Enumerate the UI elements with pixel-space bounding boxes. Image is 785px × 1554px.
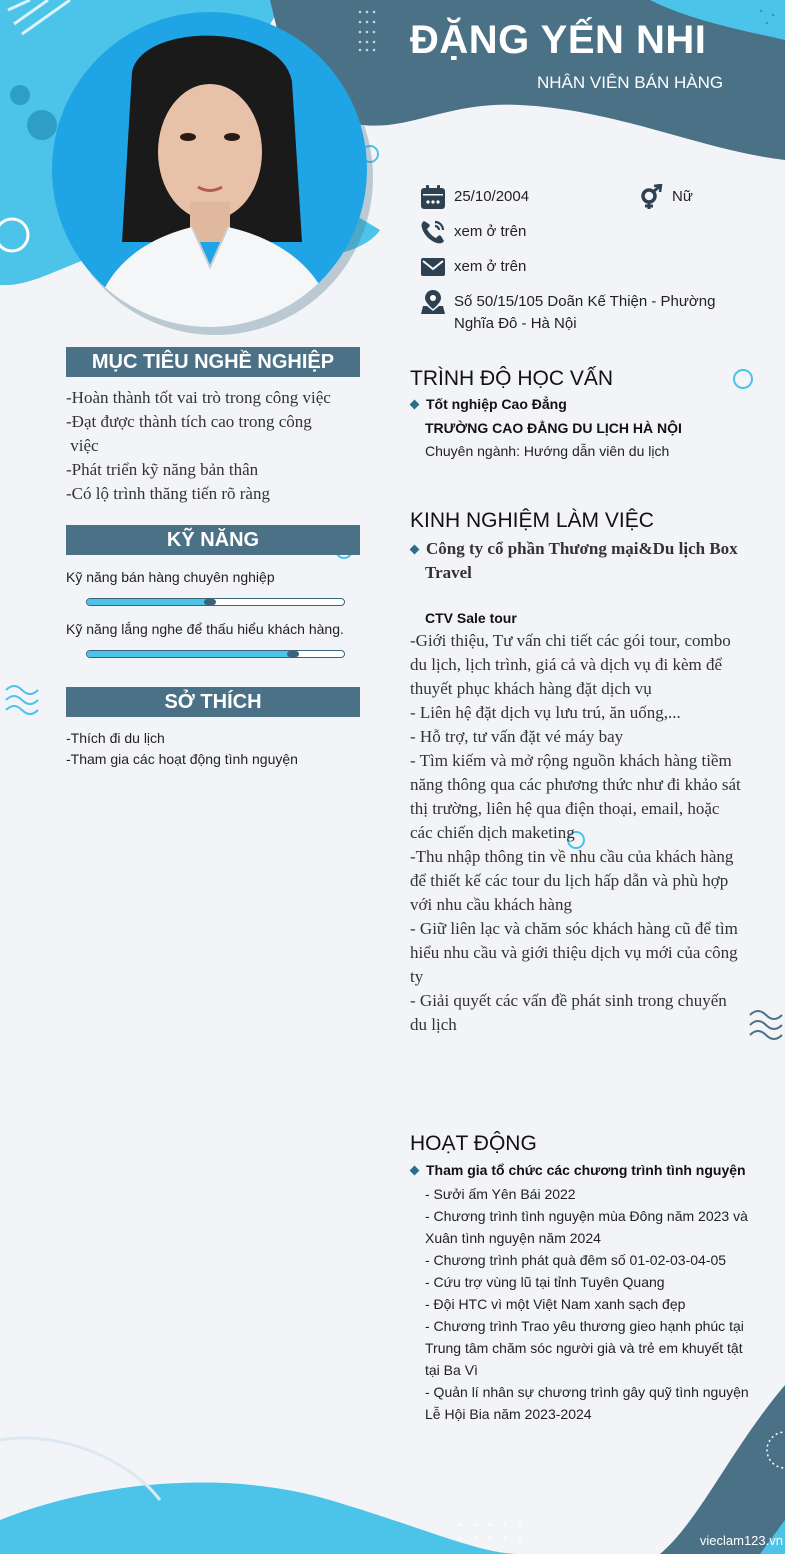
skill-bar-fill [87,651,293,657]
location-icon [420,289,446,315]
phone-icon [420,219,446,245]
activity-line: - Cứu trợ vùng lũ tại tỉnh Tuyên Quang [425,1274,665,1290]
activity-line: tại Ba Vì [425,1362,478,1378]
profile-photo [52,12,367,327]
experience-line: - Liên hệ đặt dịch vụ lưu trú, ăn uống,... [410,703,681,722]
skill-bar-knob [287,651,299,657]
hobby-item: -Tham gia các hoạt động tình nguyện [66,751,298,767]
activity-line: Xuân tình nguyện năm 2024 [425,1230,601,1246]
address-value: Số 50/15/105 Doãn Kế Thiện - Phường Nghĩa Đô - Hà Nội [454,293,716,332]
experience-line: du lịch, lịch trình, giá cả và dịch vụ đi kèm để [410,655,723,674]
skills-title: KỸ NĂNG [66,525,360,555]
education-degree: Tốt nghiệp Cao Đẳng [411,396,567,412]
education-title: TRÌNH ĐỘ HỌC VẤN [410,367,614,390]
activity-line: Lễ Hội Bia năm 2023-2024 [425,1406,592,1422]
address-row [420,289,715,335]
objective-line: -Hoàn thành tốt vai trò trong công việc [66,388,331,407]
experience-line: - Hỗ trợ, tư vấn đặt vé máy bay [410,727,624,746]
skill-label: Kỹ năng bán hàng chuyên nghiệp [66,569,275,585]
candidate-name: ĐẶNG YẾN NHI [410,18,707,62]
email-row [420,254,526,280]
skill-bar [86,650,345,658]
activities-list [425,1183,760,1425]
gender-value: Nữ [672,188,693,205]
skill-bar [86,598,345,606]
activities-heading: Tham gia tổ chức các chương trình tình nguyện [411,1162,746,1178]
diamond-bullet-icon [410,544,420,554]
objective-list [66,386,331,506]
footer-watermark[interactable]: vieclam123.vn [699,1533,783,1548]
objective-line: -Phát triển kỹ năng bản thân [66,460,259,479]
gender-icon [638,184,664,210]
experience-line: - Tìm kiếm và mở rộng nguồn khách hàng tiềm [410,751,732,770]
experience-description [410,629,760,1037]
activity-line: - Chương trình tình nguyện mùa Đông năm 2023 và [425,1208,748,1224]
experience-company: Công ty cổ phần Thương mại&Du lịch Box Travel [411,537,738,585]
experience-line: -Giới thiệu, Tư vấn chi tiết các gói tour, combo [410,631,731,650]
activity-line: - Chương trình phát quà đêm số 01-02-03-04-05 [425,1252,727,1268]
experience-role: CTV Sale tour [425,610,517,626]
experience-line: các chiến dịch maketing [410,823,575,842]
experience-line: năng thông qua các phương thức như đi khảo sát [410,775,741,794]
experience-line: thuyết phục khách hàng đặt dịch vụ [410,679,652,698]
skill-label: Kỹ năng lắng nghe để thấu hiểu khách hàng. [66,621,344,637]
skill-bar-knob [204,599,216,605]
activity-line: - Đội HTC vì một Việt Nam xanh sạch đẹp [425,1296,686,1312]
experience-line: - Giải quyết các vấn đề phát sinh trong chuyến [410,991,727,1010]
diamond-bullet-icon [410,1165,420,1175]
hobbies-list [66,728,298,770]
education-school: TRƯỜNG CAO ĐẲNG DU LỊCH HÀ NỘI [425,420,682,436]
birthdate-value: 25/10/2004 [454,188,530,205]
birthdate-row [420,184,529,210]
activity-line: Trung tâm chăm sóc người già và trẻ em khuyết tật [425,1340,743,1356]
activities-title: HOẠT ĐỘNG [410,1132,537,1155]
phone-value: xem ở trên [454,223,527,240]
activity-line: - Chương trình Trao yêu thương gieo hạnh phúc tại [425,1318,744,1334]
hobbies-title: SỞ THÍCH [66,687,360,717]
objective-title: MỤC TIÊU NGHỀ NGHIỆP [66,347,360,377]
hobby-item: -Thích đi du lịch [66,730,165,746]
experience-line: để thiết kế các tour du lịch hấp dẫn và phù hợp [410,871,729,890]
email-icon [420,254,446,280]
experience-line: hiểu nhu cầu và giới thiệu dịch vụ mới của công [410,943,738,962]
experience-line: - Giữ liên lạc và chăm sóc khách hàng cũ để tìm [410,919,738,938]
activity-line: - Quản lí nhân sự chương trình gây quỹ tình nguyện [425,1384,749,1400]
experience-line: du lịch [410,1015,457,1034]
objective-line: việc [66,436,99,455]
gender-row [638,184,693,210]
experience-line: ty [410,967,424,986]
objective-line: -Đạt được thành tích cao trong công [66,412,312,431]
experience-line: -Thu nhập thông tin về nhu cầu của khách hàng [410,847,734,866]
skill-bar-fill [87,599,210,605]
experience-line: thị trường, liên hệ qua điện thoại, email, hoặc [410,799,720,818]
candidate-position: NHÂN VIÊN BÁN HÀNG [537,73,724,92]
email-value: xem ở trên [454,258,527,275]
experience-title: KINH NGHIỆM LÀM VIỆC [410,509,654,532]
education-major: Chuyên ngành: Hướng dẫn viên du lịch [425,443,670,459]
calendar-icon [420,184,446,210]
experience-line: với nhu cầu khách hàng [410,895,572,914]
activity-line: - Sưởi ấm Yên Bái 2022 [425,1186,576,1202]
phone-row [420,219,526,245]
objective-line: -Có lộ trình thăng tiến rõ ràng [66,484,270,503]
diamond-bullet-icon [410,399,420,409]
